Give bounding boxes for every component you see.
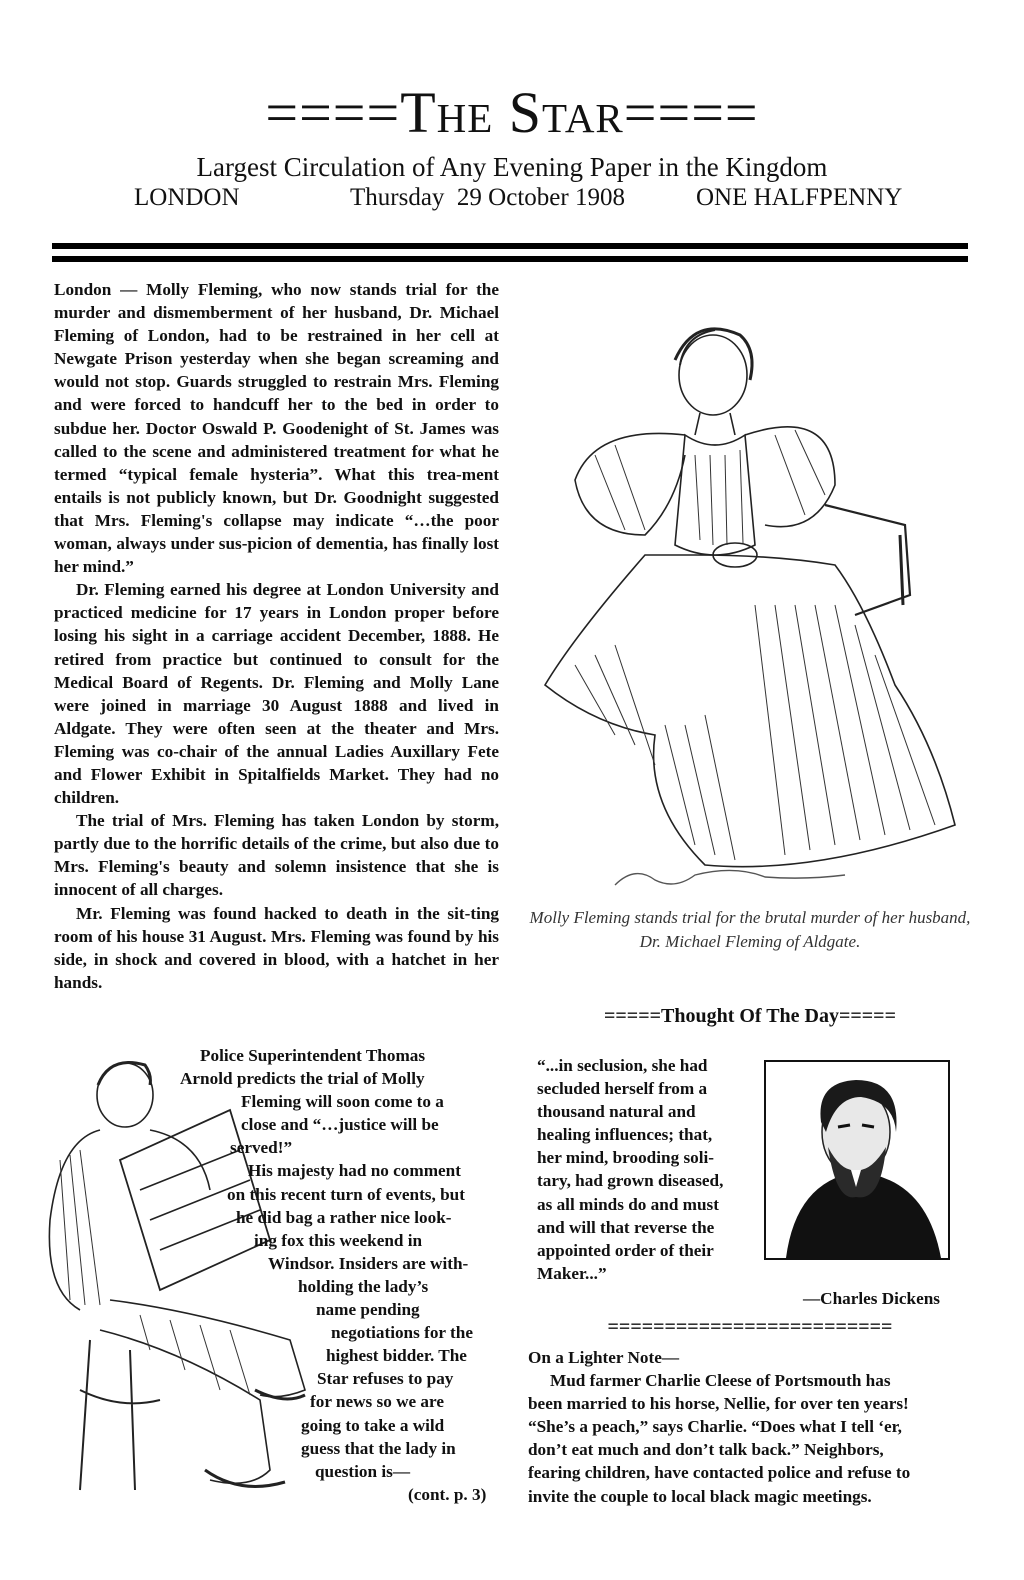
article-paragraph: London — Molly Fleming, who now stands trial for the murder and dismemberment of her husband, Dr. Michael Fleming of London, had to be restrained in her cell at Newgate Prison yesterday when she began screaming and would not stop. Guards struggled to restrain Mrs. Fleming and were forced to handcuff her to the bed in order to subdue her. Doctor Oswald P. Goodenight of St. James was called to the scene and administered treatment for what he termed “typical female hysteria”. What this trea-ment entails is not publicly known, but Dr. Goodnight suggested that Mrs. Fleming's collapse may indicate “…the poor woman, always under sus-picion of dementia, has finally lost her mind.” — [54, 280, 499, 577]
quote-line: appointed order of their — [537, 1240, 714, 1260]
article-paragraph: Mr. Fleming was found hacked to death in the sit-ting room of his house 31 August. Mrs. Fleming was found by his side, in shock and covered in blood, with a hatchet in her hands. — [54, 903, 499, 992]
article-line: Arnold predicts the trial of Molly — [180, 1069, 425, 1089]
dateline-price: ONE HALFPENNY — [696, 184, 903, 211]
quote-line: thousand natural and — [537, 1102, 696, 1122]
article-line: Windsor. Insiders are with- — [268, 1253, 469, 1273]
article-line: negotiations for the — [331, 1323, 473, 1343]
thought-of-day-heading: =====Thought Of The Day===== — [604, 1005, 896, 1027]
dateline-city: LONDON — [134, 184, 240, 211]
lighter-note-line: “She’s a peach,” says Charlie. “Does what I tell ‘er, — [528, 1417, 902, 1437]
section-divider: ========================= — [607, 1316, 893, 1338]
article-line: Fleming will soon come to a — [241, 1092, 444, 1112]
article-continuation — [180, 1044, 505, 1506]
article-line: Police Superintendent Thomas — [200, 1046, 426, 1065]
masthead-title: ====The Star==== — [265, 80, 759, 145]
article-line: His majesty had no comment — [248, 1161, 461, 1181]
lighter-note — [528, 1346, 978, 1508]
quote-line: tary, had grown diseased, — [537, 1171, 724, 1191]
illustration-caption: Molly Fleming stands trial for the brutal murder of her husband, Dr. Michael Fleming of Aldgate. — [529, 908, 971, 951]
masthead-rule-bottom — [52, 256, 968, 262]
article-line: close and “…justice will be — [241, 1115, 439, 1135]
article-line: ing fox this weekend in — [254, 1230, 423, 1250]
lighter-note-line: Mud farmer Charlie Cleese of Portsmouth has — [550, 1371, 891, 1391]
lighter-note-line: don’t eat much and don’t talk back.” Neighbors, — [528, 1440, 884, 1460]
article-line: name pending — [316, 1300, 420, 1320]
tagline: Largest Circulation of Any Evening Paper in the Kingdom — [196, 152, 828, 182]
lighter-note-heading: On a Lighter Note— — [528, 1348, 680, 1367]
lighter-note-line: been married to his horse, Nellie, for over ten years! — [528, 1394, 909, 1414]
article-paragraph: Dr. Fleming earned his degree at London University and practiced medicine for 17 years in London proper before losing his sight in a carriage accident December, 1888. He retired from practice but continued to consult for the Medical Board of Regents. Dr. Fleming and Molly Lane were joined in marriage 30 August 1888 and lived in Aldgate. They were often seen at the theater and Mrs. Fleming was co-chair of the annual Ladies Auxillary Fete and Flower Exhibit in Spitalfields Market. They had no children. — [54, 580, 499, 808]
lighter-note-line: fearing children, have contacted police and refuse to — [528, 1463, 911, 1483]
quote-line: “...in seclusion, she had — [537, 1056, 708, 1075]
article-line: holding the lady’s — [298, 1276, 429, 1296]
quote-line: and will that reverse the — [537, 1217, 715, 1237]
quote-line: secluded herself from a — [537, 1079, 708, 1099]
article-continued-note: (cont. p. 3) — [408, 1484, 487, 1504]
dickens-portrait — [764, 1060, 950, 1260]
article-line: served!” — [230, 1138, 293, 1158]
quote-line: healing influences; that, — [537, 1125, 713, 1145]
lighter-note-line: invite the couple to local black magic meetings. — [528, 1486, 872, 1506]
article-column — [54, 278, 499, 994]
dateline-date: Thursday 29 October 1908 — [350, 184, 625, 211]
article-line: on this recent turn of events, but — [227, 1184, 465, 1204]
article-line: question is— — [315, 1461, 411, 1481]
article-line: Star refuses to pay — [317, 1369, 454, 1389]
article-line: guess that the lady in — [301, 1438, 456, 1458]
quote-attribution: —Charles Dickens — [802, 1289, 940, 1308]
article-paragraph: The trial of Mrs. Fleming has taken London by storm, partly due to the horrific details of the crime, but also due to Mrs. Fleming's beauty and solemn insistence that she is innocent of all charges. — [54, 811, 499, 900]
quote-line: Maker...” — [537, 1263, 607, 1283]
article-line: for news so we are — [310, 1392, 444, 1412]
masthead-rule-top — [52, 243, 968, 249]
molly-fleming-illustration — [535, 305, 965, 895]
quote-line: her mind, brooding soli- — [537, 1148, 715, 1168]
article-line: he did bag a rather nice look- — [236, 1207, 452, 1227]
article-line: highest bidder. The — [326, 1346, 467, 1366]
quote-line: as all minds do and must — [537, 1194, 719, 1214]
thought-quote — [537, 1054, 762, 1285]
article-line: going to take a wild — [301, 1415, 445, 1435]
